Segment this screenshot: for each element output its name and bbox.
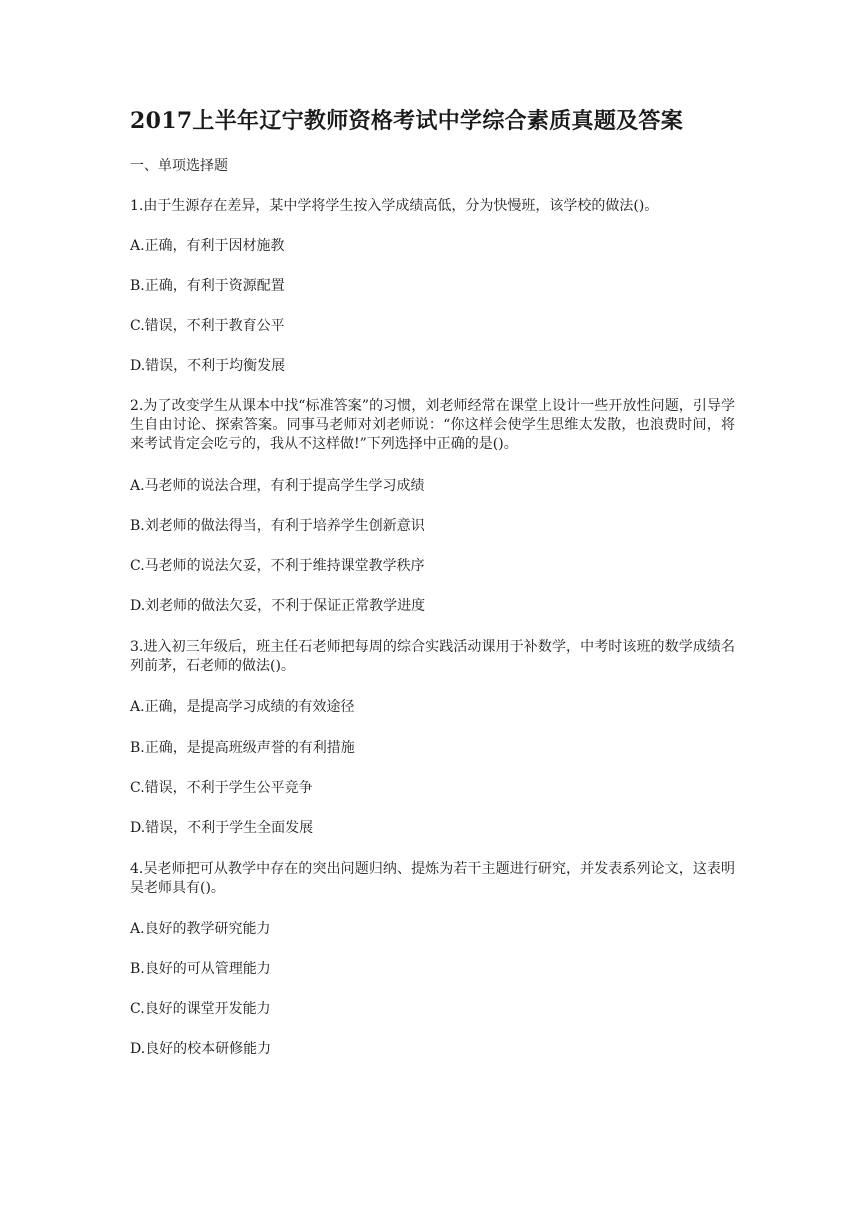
question-1-option-d: D.错误，不利于均衡发展: [130, 358, 286, 374]
question-4-stem: 4.吴老师把可从教学中存在的突出问题归纳、提炼为若干主题进行研究，并发表系列论文，这表明吴老师具有()。: [130, 861, 735, 896]
question-4-option-b: B.良好的可从管理能力: [130, 961, 271, 977]
question-2-stem: 2.为了改变学生从课本中找“标准答案”的习惯，刘老师经常在课堂上设计一些开放性问题，引导学生自由讨论、探索答案。同事马老师对刘老师说：“你这样会使学生思维太发散，也浪费时间，将来考试肯定会吃亏的，我从不这样做!”下列选择中正确的是()。: [130, 398, 735, 452]
question-1-option-b: B.正确，有利于资源配置: [130, 278, 285, 294]
question-2-option-a: A.马老师的说法合理，有利于提高学生学习成绩: [130, 478, 425, 494]
question-4-option-a: A.良好的教学研究能力: [130, 921, 271, 937]
question-1-option-a: A.正确，有利于因材施教: [130, 238, 285, 254]
question-1-option-c: C.错误，不利于教育公平: [130, 318, 285, 334]
section-heading: 一、单项选择题: [130, 158, 228, 174]
question-3-option-d: D.错误，不利于学生全面发展: [130, 820, 314, 836]
document-title: 2017上半年辽宁教师资格考试中学综合素质真题及答案: [130, 108, 684, 134]
question-2-option-c: C.马老师的说法欠妥，不利于维持课堂教学秩序: [130, 558, 425, 574]
question-3-stem: 3.进入初三年级后，班主任石老师把每周的综合实践活动课用于补数学，中考时该班的数学成绩名列前茅，石老师的做法()。: [130, 639, 735, 674]
question-2-option-d: D.刘老师的做法欠妥，不利于保证正常教学进度: [130, 598, 426, 614]
question-1-stem: 1.由于生源存在差异，某中学将学生按入学成绩高低，分为快慢班，该学校的做法()。: [130, 198, 659, 214]
question-3-option-c: C.错误，不利于学生公平竞争: [130, 780, 313, 796]
question-3-option-a: A.正确，是提高学习成绩的有效途径: [130, 699, 355, 715]
question-4-option-d: D.良好的校本研修能力: [130, 1041, 272, 1057]
question-3-option-b: B.正确，是提高班级声誉的有利措施: [130, 740, 355, 756]
question-2-option-b: B.刘老师的做法得当，有利于培养学生创新意识: [130, 518, 425, 534]
question-4-option-c: C.良好的课堂开发能力: [130, 1001, 271, 1017]
